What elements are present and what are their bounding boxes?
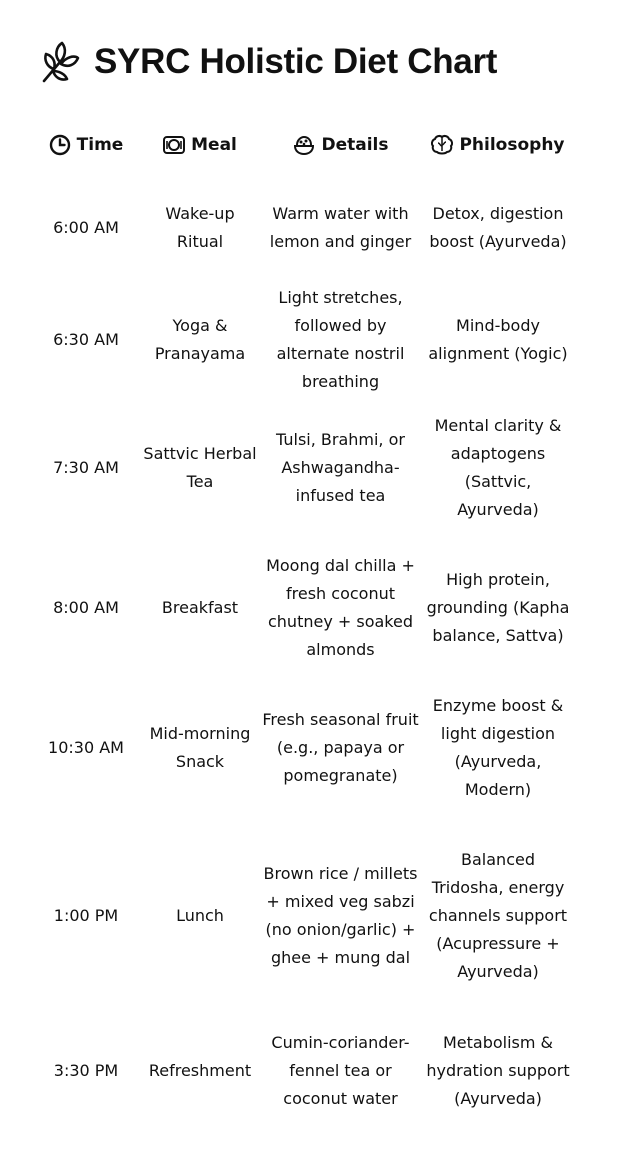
cell-time: 3:30 PM	[53, 1061, 119, 1080]
cell-meal: Lunch	[176, 906, 224, 925]
cell-philosophy: Mind-body alignment (Yogic)	[428, 316, 568, 363]
cell-philosophy: High protein, grounding (Kapha balance, Sattva)	[426, 570, 570, 645]
cell-details: Moong dal chilla + fresh coconut chutney + soaked almonds	[266, 556, 415, 659]
cell-philosophy: Balanced Tridosha, energy channels support (Acupressure + Ayurveda)	[428, 850, 568, 981]
cell-time: 6:00 AM	[53, 218, 119, 237]
column-header-philosophy	[428, 130, 568, 160]
plate-icon	[163, 134, 185, 156]
cell-meal: Sattvic Herbal Tea	[143, 444, 257, 491]
cell-time: 8:00 AM	[53, 598, 119, 617]
column-header-label: Details	[321, 135, 389, 155]
cell-details: Cumin-coriander-fennel tea or coconut water	[271, 1033, 410, 1108]
column-header-label: Meal	[191, 135, 237, 155]
column-header-label: Time	[76, 135, 124, 155]
cell-philosophy: Mental clarity & adaptogens (Sattvic, Ayurveda)	[434, 416, 562, 519]
cell-philosophy: Metabolism & hydration support (Ayurveda)	[426, 1033, 570, 1108]
cell-time: 1:00 PM	[53, 906, 119, 925]
brain-icon	[431, 134, 453, 156]
cell-time: 7:30 AM	[53, 458, 119, 477]
cell-meal: Breakfast	[161, 598, 239, 617]
cell-time: 6:30 AM	[53, 330, 119, 349]
column-header-details	[276, 130, 406, 160]
column-header-label: Philosophy	[459, 135, 565, 155]
cell-details: Tulsi, Brahmi, or Ashwagandha-infused tea	[276, 430, 405, 505]
column-header-time	[36, 130, 136, 160]
cell-details: Brown rice / millets + mixed veg sabzi (no onion/garlic) + ghee + mung dal	[263, 864, 418, 967]
page-header	[40, 34, 497, 90]
column-header-meal	[140, 130, 260, 160]
cell-time: 10:30 AM	[48, 738, 124, 757]
leaf-sprig-icon	[40, 40, 80, 84]
cell-details: Warm water with lemon and ginger	[269, 204, 412, 251]
page-title: SYRC Holistic Diet Chart	[94, 42, 498, 81]
cell-meal: Refreshment	[148, 1061, 252, 1080]
cell-meal: Yoga & Pranayama	[154, 316, 246, 363]
cell-meal: Wake-up Ritual	[165, 204, 235, 251]
cell-philosophy: Detox, digestion boost (Ayurveda)	[429, 204, 567, 251]
cell-philosophy: Enzyme boost & light digestion (Ayurveda, Modern)	[432, 696, 564, 799]
clock-icon	[49, 134, 71, 156]
cell-details: Fresh seasonal fruit (e.g., papaya or pomegranate)	[262, 710, 419, 785]
food-bowl-icon	[293, 134, 315, 156]
cell-meal: Mid-morning Snack	[149, 724, 251, 771]
cell-details: Light stretches, followed by alternate nostril breathing	[276, 288, 405, 391]
